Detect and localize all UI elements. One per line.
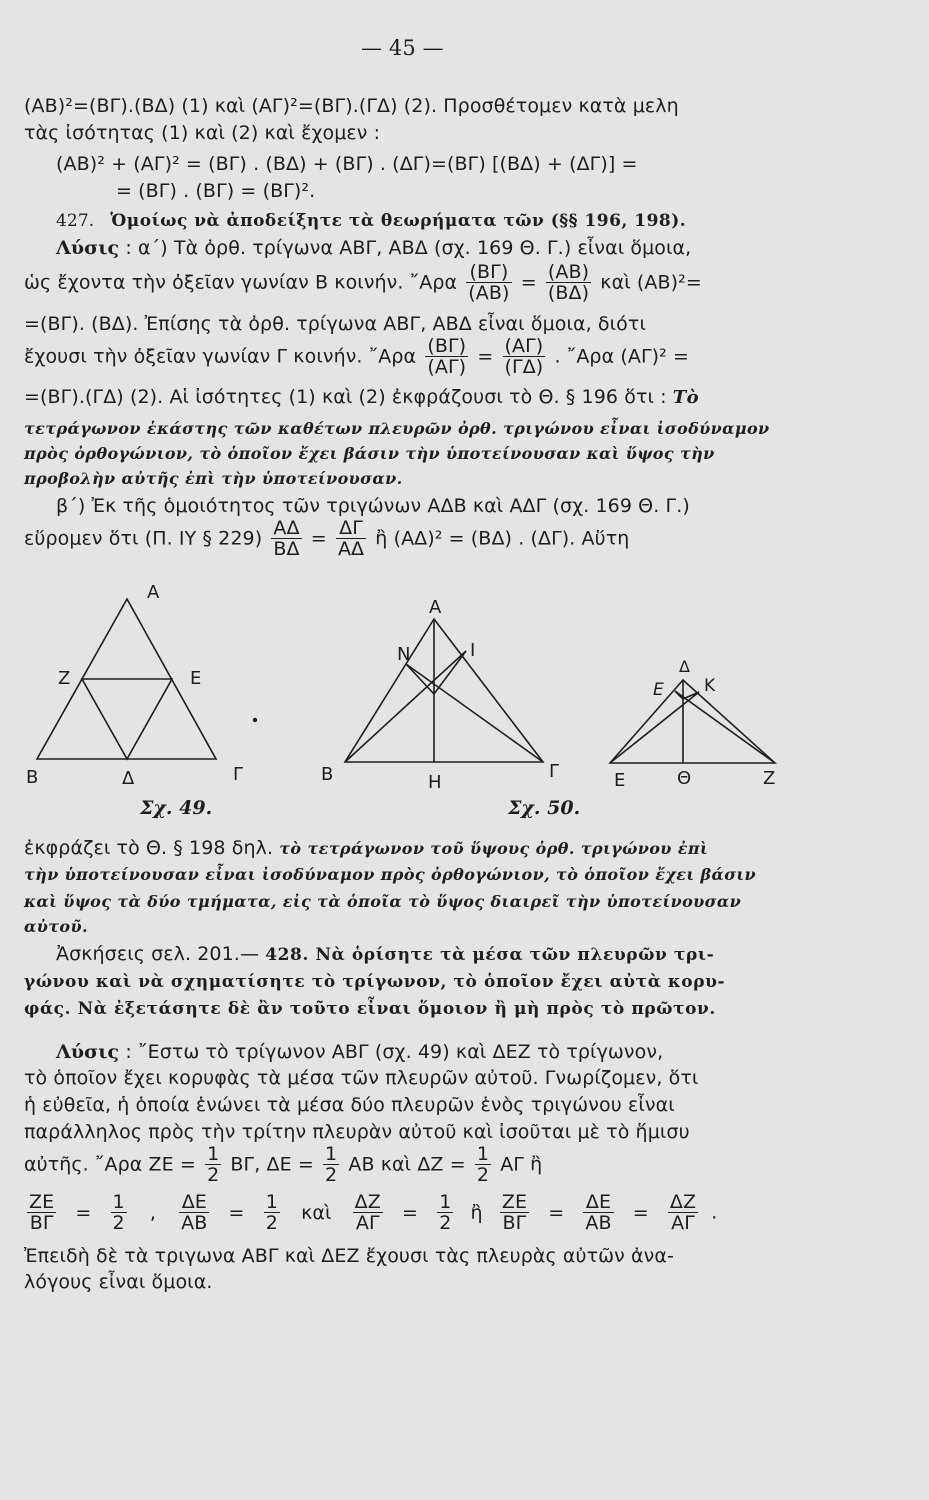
- text-line-30: λόγους εἶναι ὅμοια.: [24, 1271, 213, 1293]
- fraction: [668, 1192, 698, 1233]
- text-segment: ΑΓ ἢ: [500, 1153, 543, 1176]
- text-line-16: [24, 836, 708, 861]
- numerator: (ΑΒ): [547, 261, 590, 283]
- denominator: (ΒΔ): [547, 282, 590, 304]
- text-segment: ὡς ἔχοντα τὴν ὀξεῖαν γωνίαν Β κοινήν. ῎Αρα: [24, 271, 458, 294]
- equals-sign: =: [228, 1201, 245, 1224]
- fig49-label-a: Α: [147, 582, 160, 603]
- fraction-half: [323, 1144, 339, 1185]
- equation-line-27: [24, 1144, 542, 1185]
- equation-line-3: (ΑΒ)² + (ΑΓ)² = (ΒΓ) . (ΒΔ) + (ΒΓ) . (ΔΓ)=(ΒΓ) [(ΒΔ) + (ΔΓ)] =: [56, 153, 638, 175]
- denominator: 2: [112, 1212, 125, 1234]
- numerator: (ΒΓ): [466, 262, 511, 283]
- theorem-text: τὸ τετράγωνον τοῦ ὕψους ὀρθ. τριγώνου ἐπὶ: [279, 839, 709, 858]
- fig3-label-d: Δ: [679, 657, 690, 676]
- fig50-label-g: Γ: [549, 761, 560, 782]
- equals-sign: =: [520, 271, 537, 294]
- fig3-label-k: Κ: [704, 676, 716, 696]
- text-segment: καὶ: [301, 1201, 332, 1224]
- text-segment: ἢ: [470, 1201, 483, 1224]
- numerator: ΔΖ: [669, 1191, 697, 1213]
- denominator: ΒΔ: [273, 538, 300, 560]
- numerator: ΑΔ: [271, 518, 301, 539]
- fig50-label-n: Ν: [397, 644, 411, 665]
- numerator: ΖΕ: [29, 1191, 55, 1213]
- text-segment: καὶ (ΑΒ)²=: [600, 271, 702, 294]
- fraction-half: [205, 1144, 221, 1185]
- denominator: ΑΔ: [337, 538, 365, 560]
- ink-dot: [253, 718, 257, 722]
- fig3-label-z: Ζ: [763, 768, 776, 789]
- fig50-label-i: Ι: [470, 640, 476, 661]
- denominator: ΑΓ: [671, 1212, 695, 1234]
- solution-text: : α΄) Τὰ ὀρθ. τρίγωνα ΑΒΓ, ΑΒΔ (σχ. 169 Θ. Γ.) εἶναι ὅμοια,: [125, 237, 692, 259]
- text-segment: ἐκφράζει τὸ Θ. § 198 δηλ.: [24, 837, 274, 859]
- equals-sign: =: [477, 345, 494, 368]
- equals-sign: =: [548, 1201, 565, 1224]
- period: .: [711, 1201, 718, 1224]
- equals-sign: =: [75, 1201, 92, 1224]
- numerator: ΔΓ: [336, 518, 366, 539]
- fig50-label-a: Α: [429, 597, 442, 618]
- denominator: 2: [265, 1212, 278, 1234]
- text-segment: =(ΒΓ).(ΓΔ) (2). Αἱ ἰσότητες (1) καὶ (2) ἐκφράζουσι τὸ Θ. § 196 ὅτι :: [24, 386, 667, 408]
- numerator: 1: [207, 1143, 220, 1165]
- fig49-caption: Σχ. 49.: [140, 797, 213, 819]
- fraction: [500, 1192, 529, 1233]
- fig49-medial-triangle: [82, 679, 172, 759]
- denominator: (ΑΒ): [468, 282, 510, 304]
- text-segment: αὐτῆς. ῎Αρα ΖΕ =: [24, 1153, 196, 1176]
- numerator: ΖΕ: [501, 1191, 528, 1213]
- solution-line-23: [56, 1040, 663, 1064]
- text-line-14: β΄) Ἐκ τῆς ὁμοιότητος τῶν τριγώνων ΑΔΒ καὶ ΑΔΓ (σχ. 169 Θ. Γ.): [56, 495, 690, 517]
- text-segment: . ῎Αρα (ΑΓ)² =: [554, 345, 690, 368]
- fraction-half: [475, 1144, 491, 1185]
- theorem-text: Τὸ: [672, 387, 699, 408]
- figure-3-lines: [610, 680, 775, 763]
- fig3-triangle: [610, 680, 775, 763]
- exercise-428-line-3: φάς. Νὰ ἐξετάσητε δὲ ἂν τοῦτο εἶναι ὅμοιον ἢ μὴ πρὸς τὸ πρῶτον.: [24, 999, 716, 1019]
- text-segment: ἔχουσι τὴν ὀξεῖαν γωνίαν Γ κοινήν. ῎Αρα: [24, 345, 417, 368]
- text-line-25: ἡ εὐθεῖα, ἡ ὁποία ἑνώνει τὰ μέσα δύο πλευρῶν ἑνὸς τριγώνου εἶναι: [24, 1094, 675, 1116]
- text-line-1: (ΑΒ)²=(ΒΓ).(ΒΔ) (1) καὶ (ΑΓ)²=(ΒΓ).(ΓΔ) (2). Προσθέτομεν κατὰ μελη: [24, 95, 679, 117]
- text-line-2: τὰς ἰσότητας (1) καὶ (2) καὶ ἔχομεν :: [24, 122, 381, 144]
- text-segment: ἢ (ΑΔ)² = (ΒΔ) . (ΔΓ). Αὕτη: [375, 527, 630, 550]
- fig50-caption: Σχ. 50.: [508, 797, 581, 819]
- numerator: ΔΖ: [354, 1191, 381, 1213]
- fig3-cevian-e: [610, 692, 699, 763]
- fig49-label-z: Ζ: [58, 668, 71, 689]
- fig50-projections: [406, 651, 466, 694]
- theorem-line-12: πρὸς ὀρθογώνιον, τὸ ὁποῖον ἔχει βάσιν τὴν ὑποτείνουσαν καὶ ὕψος τὴν: [24, 444, 715, 463]
- fig49-label-d: Δ: [122, 768, 135, 789]
- text-line-24: τὸ ὁποῖον ἔχει κορυφὰς τὰ μέσα τῶν πλευρῶν αὐτοῦ. Γνωρίζομεν, ὅτι: [24, 1067, 699, 1089]
- fig49-label-b: Β: [26, 767, 39, 788]
- exercise-428-line-1: [56, 942, 714, 967]
- exercise-number: 427.: [56, 211, 95, 231]
- text-line-29: Ἐπειδὴ δὲ τὰ τριγωνα ΑΒΓ καὶ ΔΕΖ ἔχουσι τὰς πλευρὰς αὐτῶν ἀνα-: [24, 1245, 674, 1267]
- denominator: 2: [439, 1212, 452, 1234]
- text-line-8: =(ΒΓ). (ΒΔ). Ἐπίσης τὰ ὀρθ. τρίγωνα ΑΒΓ, ΑΒΔ εἶναι ὅμοια, διότι: [24, 313, 646, 335]
- text-segment: Ἀσκήσεις σελ. 201.—: [56, 943, 260, 965]
- denominator: 2: [476, 1164, 490, 1186]
- fraction-half: [437, 1192, 453, 1233]
- fig50-cevian-b: [345, 651, 466, 762]
- numerator: ΔΕ: [179, 1192, 209, 1213]
- fraction: [179, 1192, 209, 1233]
- fraction: [353, 1192, 383, 1233]
- fig3-label-e-lower: Ε: [614, 770, 626, 791]
- numerator: (ΑΓ): [504, 335, 544, 357]
- exercise-statement: 428. Νὰ ὁρίσητε τὰ μέσα τῶν πλευρῶν τρι-: [265, 945, 715, 965]
- text-segment: εὕρομεν ὅτι (Π. ΙΥ § 229): [24, 527, 263, 550]
- fig3-cevian-z: [675, 691, 775, 763]
- equals-sign: =: [402, 1201, 419, 1224]
- numerator: ΔΕ: [583, 1192, 613, 1213]
- numerator: 1: [325, 1143, 338, 1165]
- numerator: 1: [476, 1143, 490, 1165]
- fig50-label-h: Η: [428, 772, 442, 793]
- fraction: [27, 1192, 56, 1233]
- denominator: 2: [325, 1164, 338, 1186]
- theorem-line-17: τὴν ὑποτείνουσαν εἶναι ἰσοδύναμον πρὸς ὀρθογώνιον, τὸ ὁποῖον ἔχει βάσιν: [24, 865, 757, 884]
- numerator: 1: [439, 1191, 452, 1213]
- fraction-half: [264, 1192, 280, 1233]
- fraction-half: [111, 1192, 127, 1233]
- page-number: — 45 —: [361, 36, 444, 60]
- denominator: ΒΓ: [502, 1212, 527, 1234]
- solution-label: Λύσις: [56, 1041, 120, 1063]
- fig3-label-e-upper: Ε: [653, 680, 664, 700]
- figure-50-lines: [345, 619, 543, 762]
- fig50-cevian-g: [406, 664, 543, 762]
- theorem-line-11: τετράγωνον ἑκάστης τῶν καθέτων πλευρῶν ὀρθ. τριγώνου εἶναι ἰσοδύναμον: [24, 419, 770, 438]
- solution-text: : ῎Εστω τὸ τρίγωνον ΑΒΓ (σχ. 49) καὶ ΔΕΖ τὸ τρίγωνον,: [125, 1041, 664, 1063]
- denominator: ΑΓ: [355, 1212, 380, 1234]
- fig3-label-theta: Θ: [677, 768, 692, 789]
- numerator: (ΒΓ): [427, 335, 467, 357]
- theorem-line-19: αὐτοῦ.: [24, 917, 88, 936]
- theorem-line-13: προβολὴν αὐτῆς ἐπὶ τὴν ὑποτείνουσαν.: [24, 469, 403, 488]
- exercise-statement: Ὁμοίως νὰ ἀποδείξητε τὰ θεωρήματα τῶν (§§ 196, 198).: [110, 211, 687, 231]
- solution-label: Λύσις: [56, 237, 120, 259]
- equation-line-28: [24, 1192, 717, 1233]
- fig49-label-g: Γ: [233, 764, 244, 785]
- equation-line-4: = (ΒΓ) . (ΒΓ) = (ΒΓ)².: [116, 180, 316, 202]
- fig49-label-e: Ε: [190, 668, 202, 689]
- text-line-26: παράλληλος πρὸς τὴν τρίτην πλευρὰν αὐτοῦ καὶ ἰσοῦται μὲ τὸ ἥμισυ: [24, 1121, 690, 1143]
- denominator: ΒΓ: [29, 1212, 54, 1234]
- text-segment: ΒΓ, ΔΕ =: [230, 1153, 314, 1176]
- text-segment: ΑΒ καὶ ΔΖ =: [348, 1153, 466, 1176]
- equals-sign: =: [632, 1201, 649, 1224]
- denominator: ΑΒ: [181, 1212, 208, 1234]
- equals-sign: =: [310, 527, 327, 550]
- fig50-label-b: Β: [321, 764, 334, 785]
- exercise-428-line-2: γώνου καὶ νὰ σχηματίσητε τὸ τρίγωνον, τὸ ὁποῖον ἔχει αὐτὰ κορυ-: [24, 972, 726, 992]
- denominator: (ΓΔ): [504, 356, 544, 378]
- fraction: [583, 1192, 613, 1233]
- theorem-line-18: καὶ ὕψος τὰ δύο τμήματα, εἰς τὰ ὁποῖα τὸ ὕψος διαιρεῖ τὴν ὑποτείνουσαν: [24, 892, 742, 911]
- denominator: 2: [207, 1164, 220, 1186]
- denominator: ΑΒ: [585, 1212, 612, 1234]
- comma: ,: [149, 1201, 157, 1224]
- numerator: 1: [265, 1191, 278, 1213]
- denominator: (ΑΓ): [427, 356, 467, 378]
- numerator: 1: [112, 1191, 125, 1213]
